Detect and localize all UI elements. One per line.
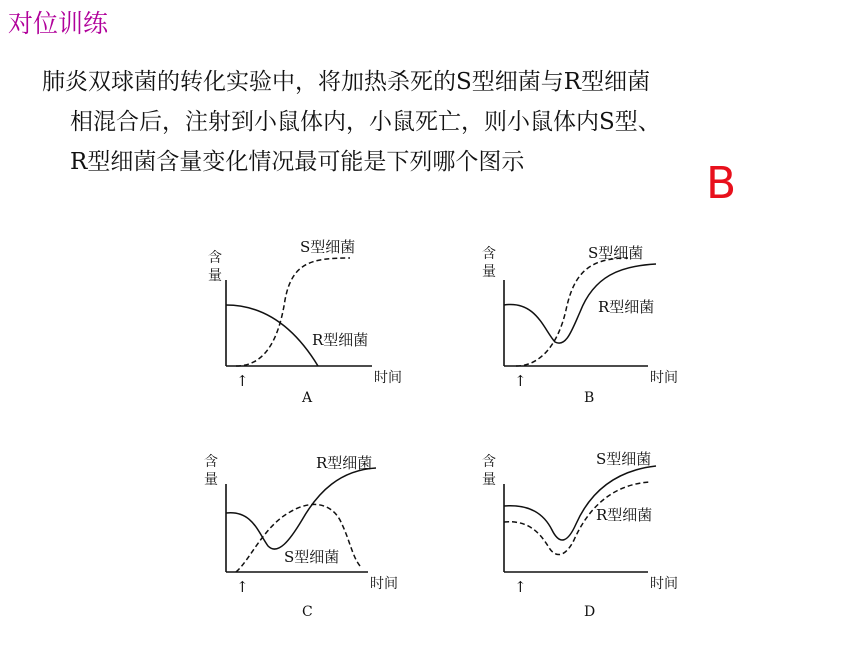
panel-b-y-label-top: 含 <box>482 246 496 262</box>
panel-d-s-curve <box>504 466 656 540</box>
question-line-2: 相混合后，注射到小鼠体内，小鼠死亡，则小鼠体内S型、 <box>70 109 661 135</box>
question-line-3: R型细菌含量变化情况最可能是下列哪个图示 <box>70 149 525 175</box>
panel-d-y-label-top: 含 <box>482 454 496 470</box>
answer-letter: B <box>706 158 737 209</box>
panel-d-s-label: S型细菌 <box>596 450 652 468</box>
panel-a-caption: A <box>302 390 313 406</box>
panel-b-s-label: S型细菌 <box>588 244 644 262</box>
panel-d-r-label: R型细菌 <box>596 506 653 524</box>
panel-a-y-label-bottom: 量 <box>208 268 222 284</box>
panel-c-r-curve <box>226 468 376 549</box>
panel-c-y-label-top: 含 <box>204 454 218 470</box>
panel-a <box>208 238 402 406</box>
panel-c-caption: C <box>302 604 313 620</box>
panel-d <box>482 450 678 620</box>
panel-c-r-label: R型细菌 <box>316 454 373 472</box>
panel-d-y-label-bottom: 量 <box>482 472 496 488</box>
panel-a-time-marker: ↑ <box>236 372 249 390</box>
panel-b-y-label-bottom: 量 <box>482 264 496 280</box>
panel-d-x-label: 时间 <box>650 576 678 592</box>
panel-b <box>482 244 678 406</box>
panel-b-x-label: 时间 <box>650 370 678 386</box>
panel-a-s-label: S型细菌 <box>300 238 356 256</box>
section-heading: 对位训练 <box>8 9 109 38</box>
panel-a-r-curve <box>226 305 318 366</box>
question-line-1: 肺炎双球菌的转化实验中，将加热杀死的S型细菌与R型细菌 <box>42 69 651 95</box>
panel-a-x-label: 时间 <box>374 370 402 386</box>
panel-c-s-label: S型细菌 <box>284 548 340 566</box>
panel-c-y-label-bottom: 量 <box>204 472 218 488</box>
panel-b-time-marker: ↑ <box>514 372 527 390</box>
panel-c-x-label: 时间 <box>370 576 398 592</box>
panel-d-caption: D <box>584 604 596 620</box>
panel-b-r-label: R型细菌 <box>598 298 655 316</box>
panel-c <box>204 454 398 620</box>
panel-a-y-label-top: 含 <box>208 250 222 266</box>
panel-c-time-marker: ↑ <box>236 578 249 596</box>
panel-a-s-curve <box>236 258 350 366</box>
panel-a-r-label: R型细菌 <box>312 331 369 349</box>
panel-d-time-marker: ↑ <box>514 578 527 596</box>
panel-b-caption: B <box>584 390 595 406</box>
